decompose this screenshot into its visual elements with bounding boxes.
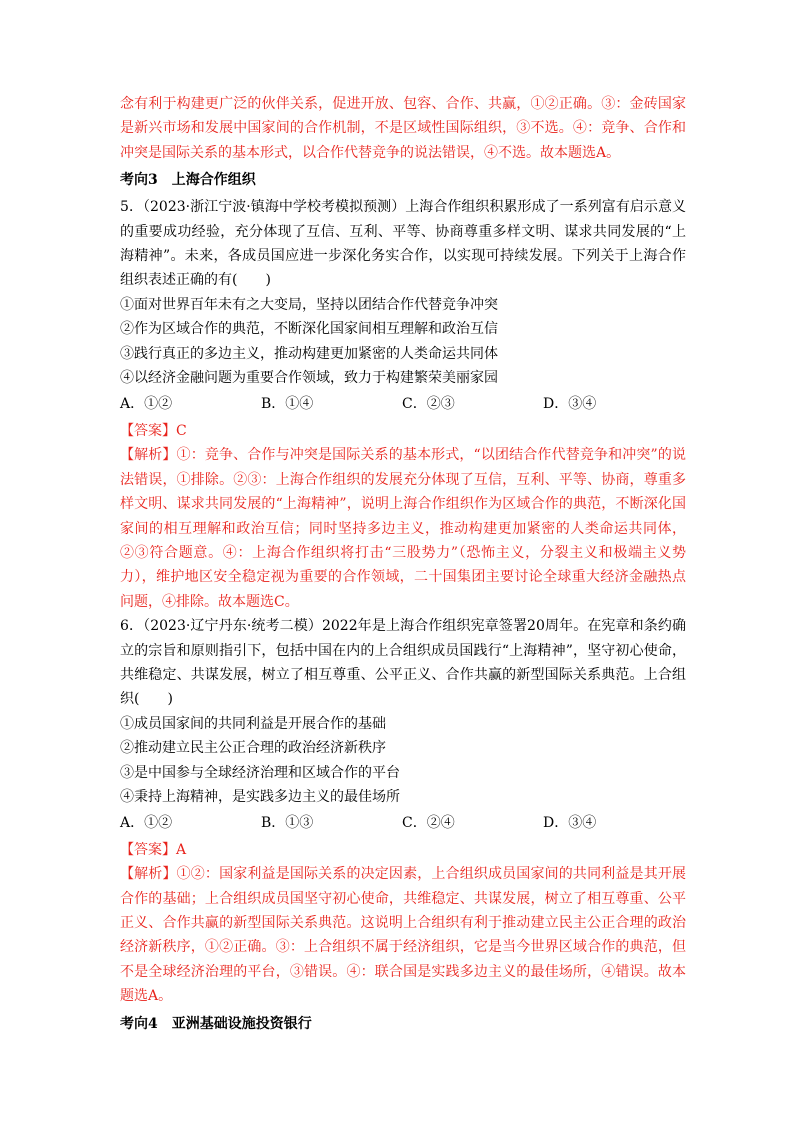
q5-option-b: B．①④	[261, 396, 314, 413]
q5-options	[120, 392, 686, 416]
q5-item: ②作为区域合作的典范，不断深化国家间相互理解和政治互信	[120, 321, 498, 338]
q5-option-c: C．②③	[402, 396, 455, 413]
q6-answer: 【答案】A	[120, 841, 187, 858]
q6-item: ③是中国参与全球经济治理和区域合作的平台	[120, 764, 400, 781]
q6-option-a: A．①②	[120, 815, 173, 832]
page-content	[120, 92, 686, 1039]
q6-option-c: C．②④	[402, 815, 455, 832]
section3-heading: 考向3 上海合作组织	[120, 172, 256, 189]
q6-option-b: B．①③	[261, 815, 314, 832]
q5-item: ④以经济金融问题为重要合作领域，致力于构建繁荣美丽家园	[120, 370, 498, 387]
question-5	[120, 195, 686, 614]
section4-heading: 考向4 亚洲基础设施投资银行	[120, 1015, 312, 1032]
prev-analysis-text: 念有利于构建更广泛的伙伴关系，促进开放、包容、合作、共赢，①②正确。③：金砖国家是新兴市场和发展中国家间的合作机制，不是区域性国际组织，③不选。④：竞争、合作和冲突是国际关系的基本形式，以合作代替竞争的说法错误，④不选。故本题选A。	[120, 96, 686, 161]
q5-item: ③践行真正的多边主义，推动构建更加紧密的人类命运共同体	[120, 345, 498, 362]
q6-item: ②推动建立民主公正合理的政治经济新秩序	[120, 740, 386, 757]
q6-option-d: D．③④	[543, 815, 597, 832]
q6-analysis: 【解析】①②：国家利益是国际关系的决定因素，上合组织成员国家间的共同利益是其开展合作的基础；上合组织成员国坚守初心使命，共维稳定、共谋发展，树立了相互尊重、公平正义、合作共赢的新型国际关系典范。这说明上合组织有利于推动建立民主公正合理的政治经济新秩序，①②正确。③：上合组织不属于经济组织，它是当今世界区域合作的典范，但不是全球经济治理的平台，③错误。④：联合国是实践多边主义的最佳场所，④错误。故本题选A。	[120, 866, 686, 1005]
q6-item: ①成员国家间的共同利益是开展合作的基础	[120, 715, 386, 732]
q5-option-a: A．①②	[120, 396, 173, 413]
q5-analysis: 【解析】①：竞争、合作与冲突是国际关系的基本形式，“以团结合作代替竞争和冲突”的说法错误，①排除。②③：上海合作组织的发展充分体现了互信，互利、平等、协商，尊重多样文明、谋求共同发展的“上海精神”，说明上海合作组织作为区域合作的典范，不断深化国家间的相互理解和政治互信；同时坚持多边主义，推动构建更加紧密的人类命运共同体，②③符合题意。④：上海合作组织将打击“三股势力”（恐怖主义，分裂主义和极端主义势力），维护地区安全稳定视为重要的合作领域，二十国集团主要讨论全球重大经济金融热点问题，④排除。故本题选C。	[120, 447, 686, 610]
q6-stem: 6．（2023·辽宁丹东·统考二模）2022年是上海合作组织宪章签署20周年。在宪章和条约确立的宗旨和原则指引下，包括中国在内的上合组织成员国践行“上海精神”，坚守初心使命，共维稳定、共谋发展，树立了相互尊重、公平正义、合作共赢的新型国际关系典范。上合组织( )	[120, 618, 686, 708]
q5-item: ①面对世界百年未有之大变局，坚持以团结合作代替竞争冲突	[120, 296, 498, 313]
q6-item: ④秉持上海精神，是实践多边主义的最佳场所	[120, 788, 400, 805]
q5-stem: 5．（2023·浙江宁波·镇海中学校考模拟预测）上海合作组织积累形成了一系列富有启示意义的重要成功经验，充分体现了互信、互利、平等、协商尊重多样文明、谋求共同发展的“上海精神”。未来，各成员国应进一步深化务实合作，以实现可持续发展。下列关于上海合作组织表述正确的有( )	[120, 199, 686, 289]
question-6	[120, 614, 686, 1009]
q6-options	[120, 811, 686, 835]
q5-option-d: D．③④	[543, 396, 597, 413]
q5-answer: 【答案】C	[120, 422, 187, 439]
